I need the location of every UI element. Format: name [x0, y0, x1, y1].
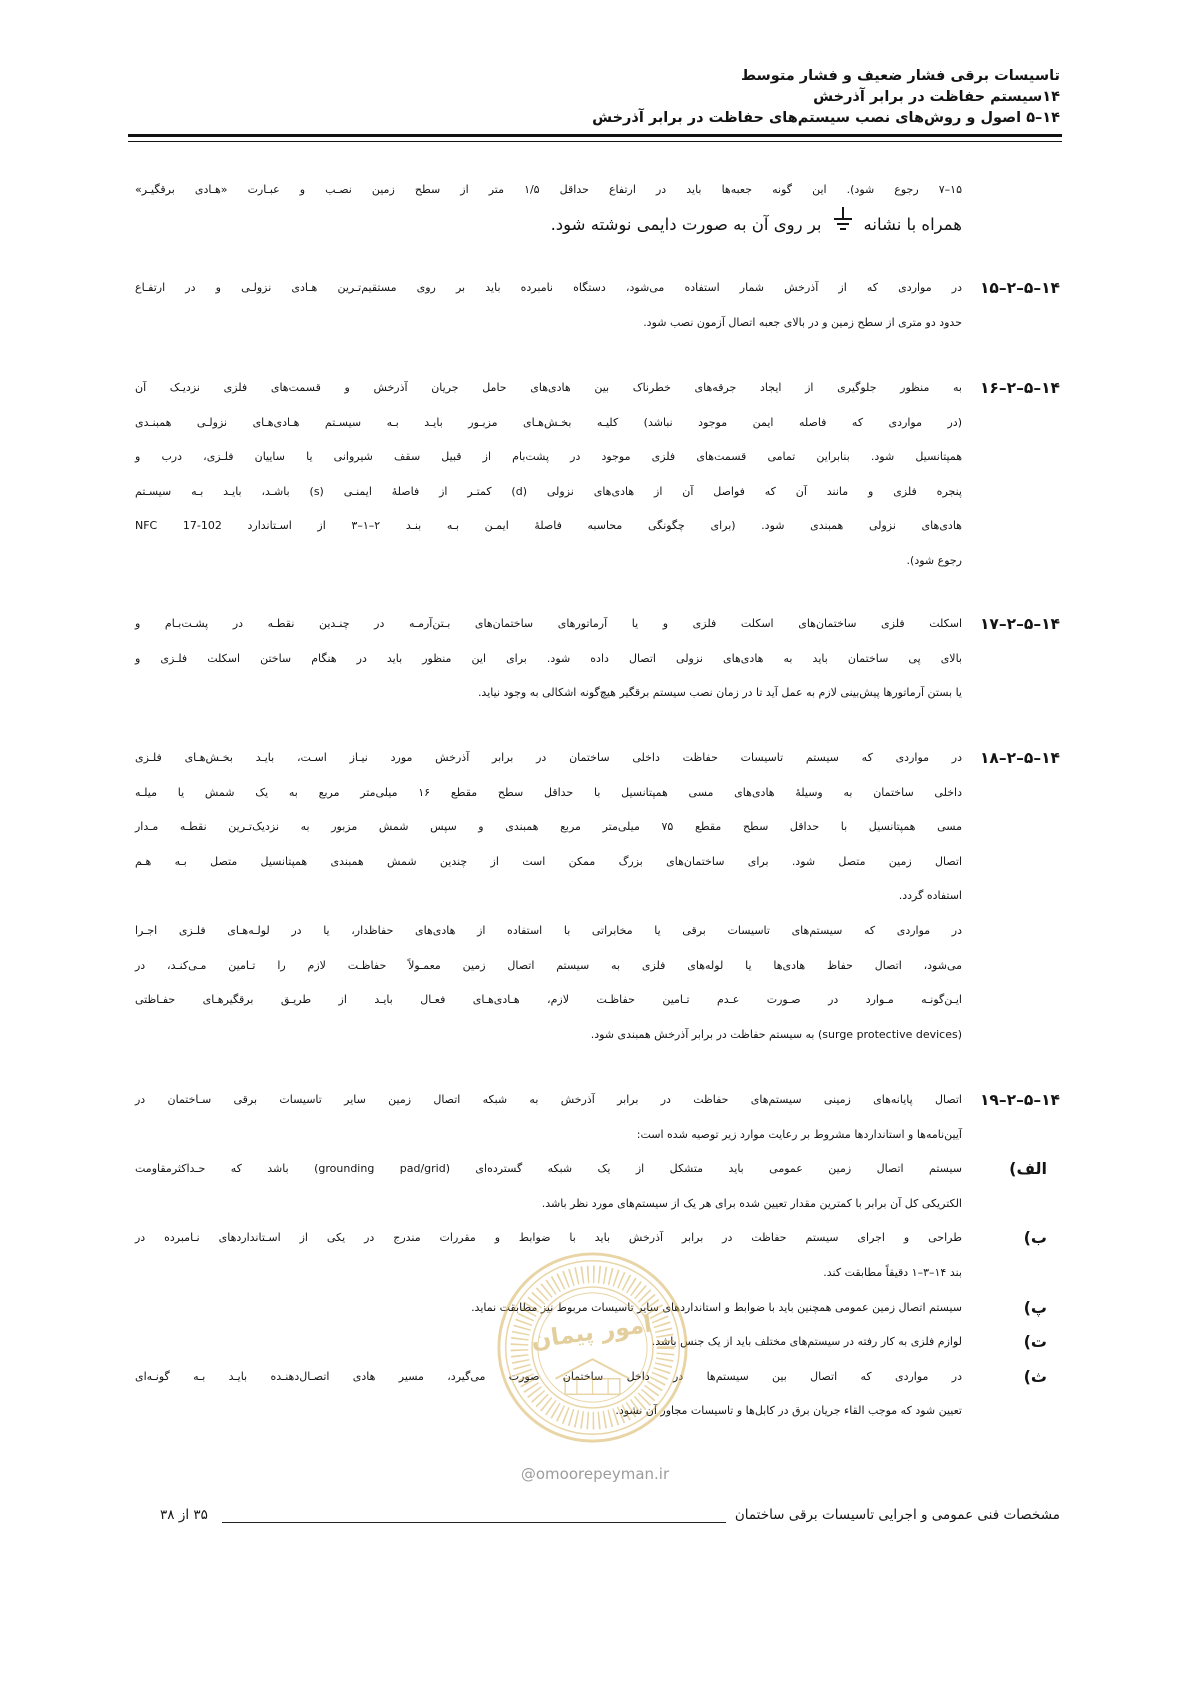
paragraph-line: در مواردی که از آذرخش شمار استفاده می‌شود، دستگاه نامبرده باید بر روی مستقیم‌تـرین هـادی نزولـی و در ارتفـاع	[135, 281, 962, 294]
list-item-line: تعیین شود که موجب القاء جریان برق در کابل‌ها و تاسیسات مجاور آن نشود.	[615, 1404, 962, 1418]
paragraph-line: آیین‌نامه‌ها و استانداردها مشروط بر رعایت موارد زیر توصیه شده است:	[636, 1127, 962, 1141]
paragraph-line: (در مواردی که فاصله ایمن موجود نباشد) کلیـه بخـش‌هـای مزبـور بایـد بـه سیسـتم هـادی‌هـای نزولـی همبنـدی	[135, 415, 962, 429]
paragraph-line: اتصال زمین متصل شود. برای ساختمان‌های بزرگ ممکن است از چندین شمش همبندی همپتانسیل متصل بـه هـم	[135, 854, 962, 868]
paragraph-line: یا بستن آرماتورها پیش‌بینی لازم به عمل آید تا در زمان نصب سیستم برقگیر هیچ‌گونه اشکالی به وجود نیاید.	[477, 686, 962, 700]
clause-number: ۱۴–۵–۲–۱۹	[979, 1091, 1060, 1109]
paragraph-line: مسی همپتانسیل با حداقل سطح مقطع ۷۵ میلی‌متر مربع همبندی و سپس شمش مزبور به نزدیک‌تـرین نقطـه مـدار	[135, 820, 962, 834]
paragraph-line: همپتانسیل شود. بنابراین تمامی قسمت‌های فلزی موجود در پشت‌بام از قبیل سقف شیروانی یا ساییان فلـزی، درب و	[135, 450, 962, 464]
paragraph-line: در مواردی که سیستم‌های تاسیسات برقی یا مخابراتی با استفاده از هادی‌های حفاظدار، یا در لولـه‌هـای فلـزی اجـرا	[135, 923, 962, 937]
header-rule-thin	[128, 141, 1062, 142]
continuation-paragraph	[135, 173, 1060, 242]
seal-lettering: امور پیمان	[529, 1309, 654, 1355]
paragraph-line: پنجره فلزی و مانند آن که فواصل آن از هادی‌های نزولی (d) کمتـر از فاصلۀ ایمنـی (s) باشـد، بایـد بـه سیسـتم	[135, 484, 962, 498]
header-book-title: تاسیسات برقی فشار ضعیف و فشار متوسط	[740, 68, 1060, 84]
footer-title: مشخصات فنی عمومی و اجرایی تاسیسات برقی ساختمان	[734, 1507, 1060, 1523]
list-item-label: ب)	[1023, 1228, 1047, 1248]
paragraph-line: در مواردی که سیستم تاسیسات حفاظت داخلی ساختمان در برابر آذرخش مورد نیـاز اسـت، بایـد بخـش‌هـای فلـزی	[135, 751, 962, 764]
list-item	[135, 1152, 1060, 1221]
list-item	[135, 1221, 1060, 1290]
paragraph-line: اسکلت فلزی ساختمان‌های اسکلت فلزی و یا آرماتورهای ساختمان‌های بـتن‌آرمـه در چنـدین نقطـه در پشـت‌بـام و	[135, 617, 962, 630]
paragraph-line: می‌شود، اتصال حفاظ هادی‌ها یا لوله‌های فلزی به سیستم اتصال زمین معمـولاً حفاظـت لازم را تـامین مـی‌کنـد، در	[135, 958, 962, 972]
header-section-title: ۱۴–۵ اصول و روش‌های نصب سیستم‌های حفاظت در برابر آذرخش	[592, 110, 1060, 126]
list-item-line: سیستم اتصال زمین عمومی همچنین باید با ضوابط و استانداردهای سایر تاسیسات مربوط نیز مطابقت نماید.	[471, 1300, 962, 1314]
header-chapter-title: ۱۴سیستم حفاظت در برابر آذرخش	[813, 89, 1060, 105]
paragraph-text: بر روی آن به صورت دایمی نوشته شود.	[550, 214, 822, 234]
paragraph-line	[135, 208, 962, 243]
clause-14-5-2-16	[135, 371, 1060, 579]
paragraph-line: ایـن‌گونـه مـوارد در صـورت عـدم تـامین حفاظـت لازم، هـادی‌هـای فعـال بایـد از طریـق برقگیرهـای حفـاظتی	[135, 993, 962, 1007]
list-item	[135, 1325, 1060, 1360]
list-item-line: سیستم اتصال زمین عمومی باید متشکل از یک شبکه گسترده‌ای (grounding pad/grid) باشد که حـداکثرمقاومت	[135, 1162, 962, 1176]
list-item-label: پ)	[1023, 1297, 1047, 1317]
list-item-label: ت)	[1023, 1332, 1047, 1352]
footer-rule	[222, 1522, 726, 1523]
list-item-line: بند ۱۴–۳–۱ دقیقاً مطابقت کند.	[823, 1265, 962, 1279]
running-header	[360, 66, 1060, 129]
clause-number: ۱۴–۵–۲–۱۷	[979, 615, 1060, 633]
ground-symbol-icon	[832, 207, 854, 235]
list-item	[135, 1291, 1060, 1326]
list-item-line: طراحی و اجرای سیستم حفاظت در برابر آذرخش باید با ضوابط و مقررات مندرج در یکی از اسـتانداردهای نـامبرده در	[135, 1231, 962, 1245]
clause-number: ۱۴–۵–۲–۱۵	[979, 279, 1060, 297]
paragraph-line: ۱۵–۷ رجوع شود). این گونه جعبه‌ها باید در ارتفاع حداقل ۱/۵ متر از سطح زمین نصـب و عبـارت «هـادی برقگیـر»	[135, 183, 962, 196]
paragraph-line: حدود دو متری از سطح زمین و در بالای جعبه اتصال آزمون نصب شود.	[643, 315, 962, 329]
paragraph-line: رجوع شود).	[906, 553, 962, 567]
paragraph-line: (surge protective devices) به سیستم حفاظت در برابر آذرخش همبندی شود.	[590, 1027, 962, 1041]
watermark-handle: @omoorepeyman.ir	[520, 1465, 670, 1483]
clause-number: ۱۴–۵–۲–۱۸	[979, 749, 1060, 767]
clause-number: ۱۴–۵–۲–۱۶	[979, 379, 1060, 397]
paragraph-text: همراه با نشانه	[863, 214, 962, 234]
paragraph-line: داخلی ساختمان به وسیلۀ هادی‌های مسی همپتانسیل با حداقل سطح مقطع ۱۶ میلی‌متر مربع به یک شمش یا میلـه	[135, 785, 962, 799]
clause-14-5-2-15	[135, 271, 1060, 340]
list-item-label: الف)	[1009, 1159, 1047, 1179]
list-item-line: الکتریکی کل آن برابر با کمترین مقدار تعیین شده برای هر یک از سیستم‌های مورد نظر باشد.	[541, 1196, 962, 1210]
paragraph-line: استفاده گردد.	[898, 889, 962, 903]
list-item-label: ث)	[1023, 1366, 1047, 1386]
list-item	[135, 1360, 1060, 1429]
header-rule-thick	[128, 134, 1062, 137]
clause-14-5-2-17	[135, 607, 1060, 711]
paragraph-line: اتصال پایانه‌های زمینی سیستم‌های حفاظت در برابر آذرخش به شبکه اتصال زمین سایر تاسیسات برقی سـاختمان در	[135, 1093, 962, 1106]
clause-14-5-2-19	[135, 1083, 1060, 1429]
paragraph-line: هادی‌های نزولی همبندی شود. (برای چگونگی محاسبه فاصلۀ ایمـن بـه بنـد ۲–۱–۳ از اسـتاندارد NFC 17-102	[135, 519, 962, 533]
list-item-line: لوازم فلزی به کار رفته در سیستم‌های مختلف باید از یک جنس باشد.	[651, 1335, 962, 1349]
clause-14-5-2-18	[135, 741, 1060, 1052]
list-item-line: در مواردی که اتصال بین سیستم‌ها در داخل ساختمان صورت می‌گیرد، مسیر هادی اتصـال‌دهنـده بایـد بـه گونـه‌ای	[135, 1369, 962, 1383]
paragraph-line: بالای پی ساختمان باید به هادی‌های نزولی اتصال داده شود. برای این منظور باید در هنگام ساختن اسکلت فلـزی و	[135, 651, 962, 665]
paragraph-line: به منظور جلوگیری از ایجاد جرقه‌های خطرناک بین هادی‌های حامل جریان آذرخش و قسمت‌های فلزی نزدیـک آن	[135, 381, 962, 394]
page-number: ۳۵ از ۳۸	[160, 1507, 208, 1523]
